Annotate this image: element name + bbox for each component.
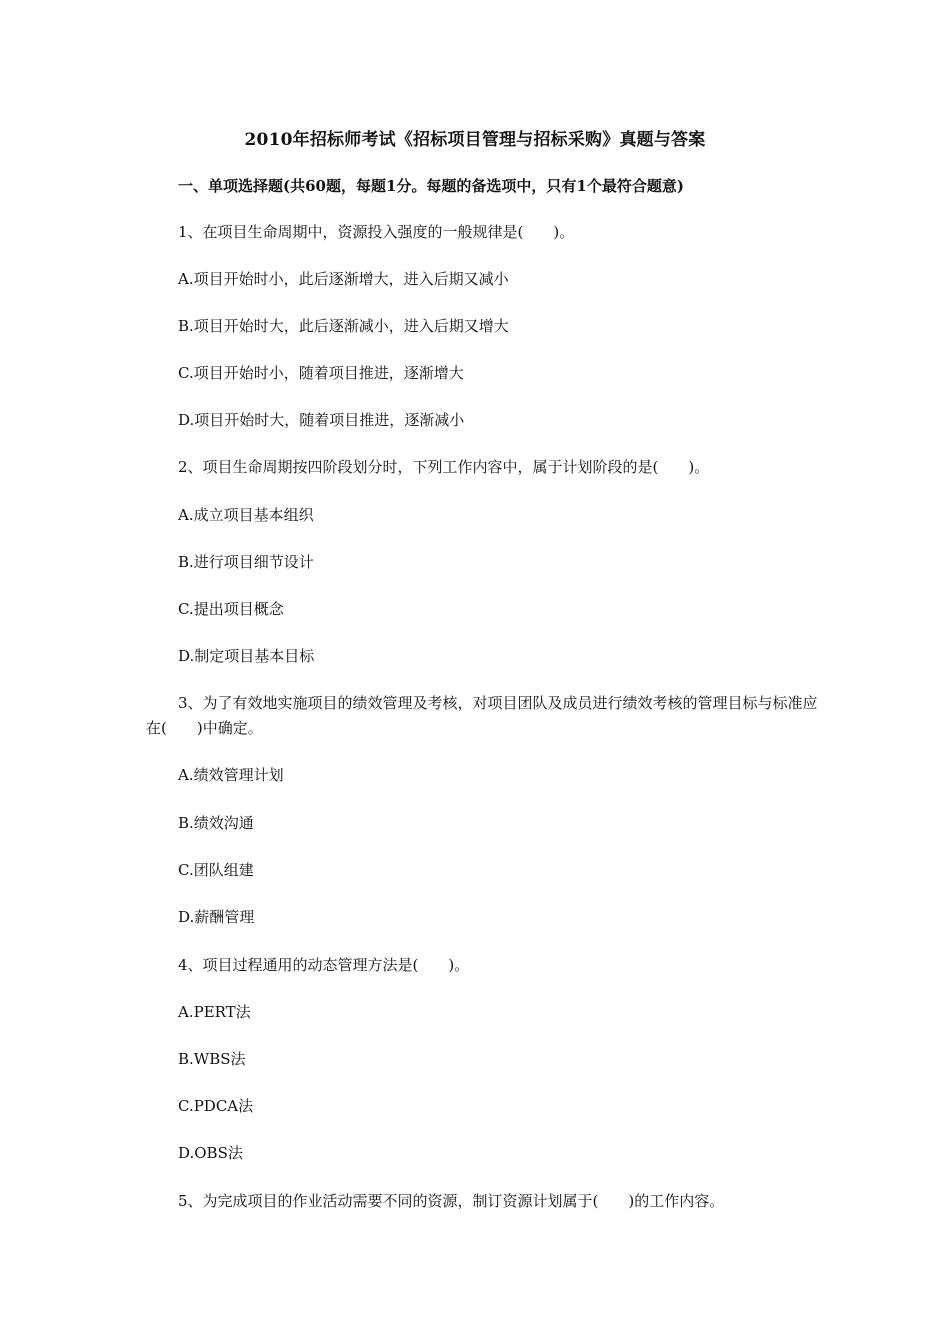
question-3-option-a: A.绩效管理计划 xyxy=(178,766,284,784)
question-4-option-b: B.WBS法 xyxy=(178,1050,246,1068)
question-1-option-d: D.项目开始时大，随着项目推进，逐渐减小 xyxy=(178,411,465,429)
question-1-option-c: C.项目开始时小，随着项目推进，逐渐增大 xyxy=(178,364,464,382)
question-1-stem: 1、在项目生命周期中，资源投入强度的一般规律是( )。 xyxy=(178,223,575,241)
question-4-stem: 4、项目过程通用的动态管理方法是( )。 xyxy=(178,956,470,974)
question-3-option-b: B.绩效沟通 xyxy=(178,814,254,832)
section-heading: 一、单项选择题(共60题，每题1分。每题的备选项中，只有1个最符合题意) xyxy=(178,177,684,195)
question-2-stem: 2、项目生命周期按四阶段划分时，下列工作内容中，属于计划阶段的是( )。 xyxy=(178,458,710,476)
question-2-option-d: D.制定项目基本目标 xyxy=(178,647,315,665)
question-2-option-c: C.提出项目概念 xyxy=(178,600,284,618)
question-3-option-d: D.薪酬管理 xyxy=(178,908,255,926)
question-5-stem: 5、为完成项目的作业活动需要不同的资源，制订资源计划属于( )的工作内容。 xyxy=(178,1192,725,1210)
question-4-option-a: A.PERT法 xyxy=(178,1003,251,1021)
question-1-option-a: A.项目开始时小，此后逐渐增大，进入后期又减小 xyxy=(178,270,509,288)
question-2-option-b: B.进行项目细节设计 xyxy=(178,553,314,571)
question-4-option-d: D.OBS法 xyxy=(178,1144,243,1162)
question-2-option-a: A.成立项目基本组织 xyxy=(178,506,314,524)
question-4-option-c: C.PDCA法 xyxy=(178,1097,254,1115)
document-title: 2010年招标师考试《招标项目管理与招标采购》真题与答案 xyxy=(244,130,706,150)
question-3-option-c: C.团队组建 xyxy=(178,861,254,879)
question-1-option-b: B.项目开始时大，此后逐渐减小，进入后期又增大 xyxy=(178,317,509,335)
question-3-stem: 3、为了有效地实施项目的绩效管理及考核，对项目团队及成员进行绩效考核的管理目标与标准应 在( )中确定。 xyxy=(146,694,818,737)
